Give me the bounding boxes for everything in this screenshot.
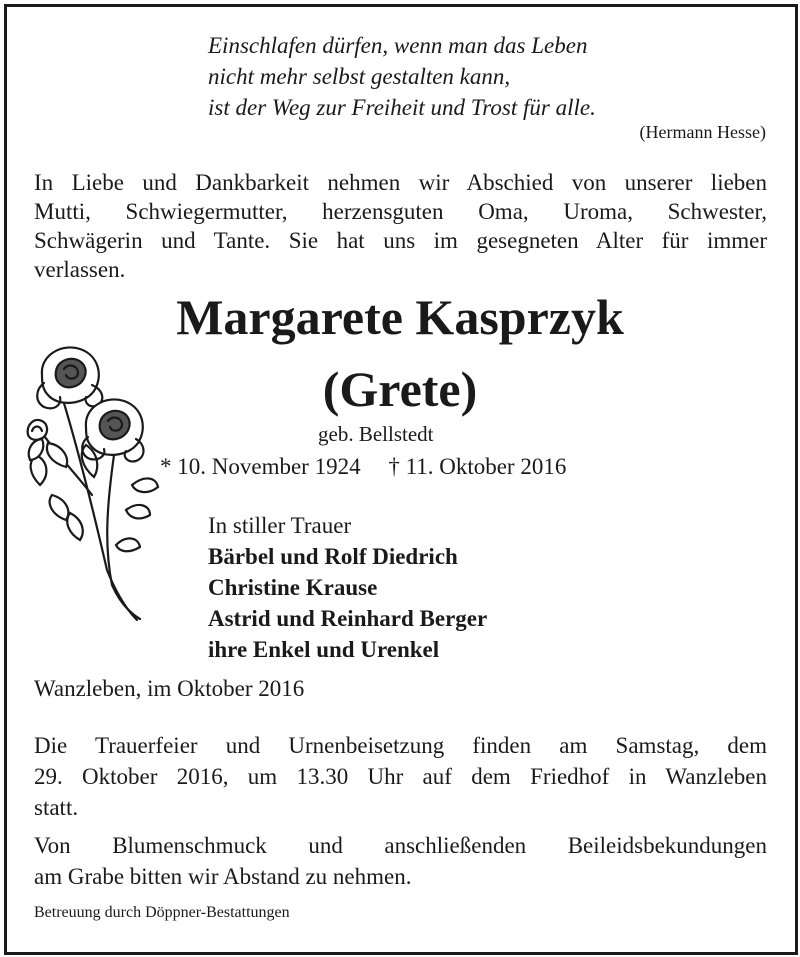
mourners-block <box>208 510 487 665</box>
quote-author: (Hermann Hesse) <box>639 122 766 142</box>
quote-line: ist der Weg zur Freiheit und Trost für alle. <box>208 95 596 120</box>
ceremony-info <box>34 730 767 823</box>
mourners-heading: In stiller Trauer <box>208 513 352 538</box>
quote-line: nicht mehr selbst gestalten kann, <box>208 64 511 89</box>
mourner-name: Christine Krause <box>208 575 378 600</box>
flowers-line: am Grabe bitten wir Abstand zu nehmen. <box>34 864 412 889</box>
mourner-name: Bärbel und Rolf Diedrich <box>208 544 458 569</box>
ceremony-line: 29. Oktober 2016, um 13.30 Uhr auf dem Friedhof in Wanzleben <box>34 764 767 789</box>
roses-illustration-icon <box>22 335 162 625</box>
ceremony-line: statt. <box>34 795 79 820</box>
deceased-nickname: (Grete) <box>322 361 478 417</box>
maiden-name: geb. Bellstedt <box>318 422 434 446</box>
mourner-name: Astrid und Reinhard Berger <box>208 606 488 631</box>
place-date: Wanzleben, im Oktober 2016 <box>34 676 305 701</box>
ceremony-line: Die Trauerfeier und Urnenbeisetzung finden am Samstag, dem <box>34 733 767 758</box>
deceased-name: Margarete Kasprzyk <box>176 289 624 345</box>
birth-date: * 10. November 1924 <box>160 454 361 479</box>
flowers-note <box>34 830 767 892</box>
intro-text <box>34 168 767 284</box>
intro-line: verlassen. <box>34 257 126 282</box>
flowers-line: Von Blumenschmuck und anschließenden Beileidsbekundungen <box>34 833 767 858</box>
intro-line: Mutti, Schwiegermutter, herzensguten Oma, Uroma, Schwester, <box>34 199 767 224</box>
epigraph-quote <box>208 30 596 123</box>
undertaker-credit: Betreuung durch Döppner-Bestattungen <box>34 904 290 921</box>
life-dates <box>160 454 588 480</box>
intro-line: In Liebe und Dankbarkeit nehmen wir Abschied von unserer lieben <box>34 170 767 195</box>
mourner-name: ihre Enkel und Urenkel <box>208 637 440 662</box>
intro-line: Schwägerin und Tante. Sie hat uns im gesegneten Alter für immer <box>34 228 767 253</box>
quote-line: Einschlafen dürfen, wenn man das Leben <box>208 33 588 58</box>
death-date: † 11. Oktober 2016 <box>388 454 567 479</box>
